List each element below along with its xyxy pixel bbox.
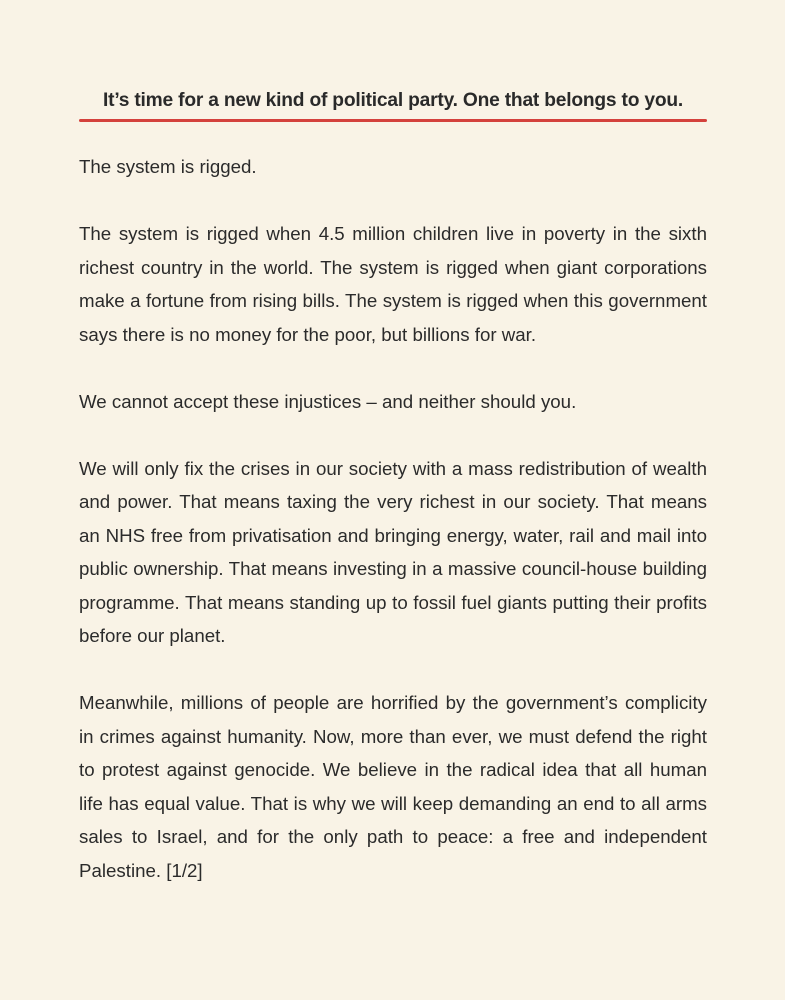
- paragraph-redistribution: We will only fix the crises in our society with a mass redistribution of wealth and power. That means taxing the very richest in our society. That means an NHS free from privatisation and bringing energy, water, rail and mail into public ownership. That means investing in a massive council-house building programme. That means standing up to fossil fuel giants putting their profits before our planet.: [79, 457, 707, 646]
- paragraph-injustices: We cannot accept these injustices – and neither should you.: [79, 390, 577, 412]
- paragraph-palestine: Meanwhile, millions of people are horrified by the government’s complicity in crimes against humanity. Now, more than ever, we must defend the right to protest against genocide. We believe in the radical idea that all human life has equal value. That is why we will keep demanding an end to all arms sales to Israel, and for the only path to peace: a free and independent Palestine. [1/2]: [79, 692, 707, 881]
- page-heading: It’s time for a new kind of political party. One that belongs to you.: [103, 90, 683, 111]
- paragraph-intro: The system is rigged.: [79, 156, 257, 177]
- paragraph-system-rigged: The system is rigged when 4.5 million children live in poverty in the sixth richest country in the world. The system is rigged when giant corporations make a fortune from rising bills. The system is rigged when this government says there is no money for the poor, but billions for war.: [79, 223, 707, 345]
- body-text: [79, 150, 707, 887]
- heading-underline: [79, 119, 707, 122]
